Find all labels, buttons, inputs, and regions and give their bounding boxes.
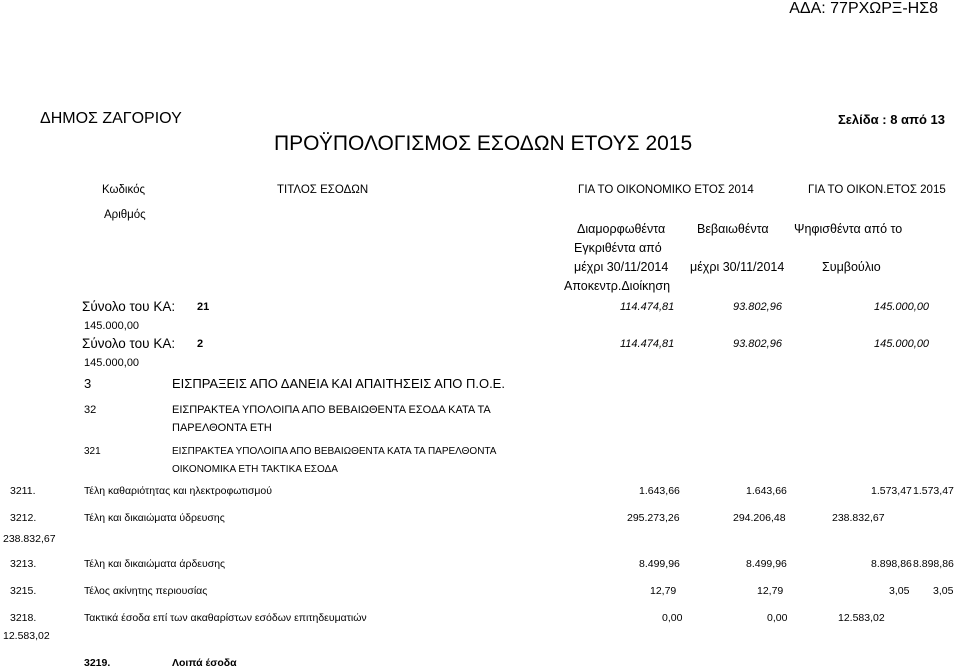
section-code: 3 xyxy=(84,376,92,391)
total-certified: 93.802,96 xyxy=(733,338,782,350)
row-approved: 238.832,67 xyxy=(3,533,56,545)
column-header-voted-by: Ψηφισθέντα από το xyxy=(794,222,903,236)
row-formed: 295.273,26 xyxy=(627,512,680,524)
total-certified: 93.802,96 xyxy=(733,301,782,313)
total-voted: 145.000,00 xyxy=(874,338,930,350)
row-certified: 294.206,48 xyxy=(733,512,786,524)
row-certified: 12,79 xyxy=(757,585,784,597)
subsubsection-title: ΕΙΣΠΡΑΚΤΕΑ ΥΠΟΛΟΙΠΑ ΑΠΟ ΒΕΒΑΙΩΘΕΝΤΑ ΚΑΤΑ ΤΑ ΠΑΡΕΛΘΟΝΤΑ xyxy=(172,446,497,457)
row-voted: 12.583,02 xyxy=(838,612,885,624)
total-formed: 114.474,81 xyxy=(620,338,675,350)
row-certified: 8.499,96 xyxy=(746,558,787,570)
row-certified: 1.643,66 xyxy=(746,485,787,497)
subsection-title-cont: ΠΑΡΕΛΘΟΝΤΑ ΕΤΗ xyxy=(172,422,272,434)
column-header-certified-until: μέχρι 30/11/2014 xyxy=(690,260,785,274)
row-title: Λοιπά έσοδα xyxy=(172,657,237,669)
column-header-fy2014: ΓΙΑ ΤΟ ΟΙΚΟΝΟΜΙΚΟ ΕΤΟΣ 2014 xyxy=(578,184,754,196)
row-code: 3215. xyxy=(10,585,37,597)
row-code: 3218. xyxy=(10,612,37,624)
column-header-formed: Διαμορφωθέντα xyxy=(577,222,666,236)
row-voted: 3,05 xyxy=(889,585,910,597)
total-label: Σύνολο του ΚΑ: xyxy=(82,336,176,351)
row-title: Τέλη και δικαιώματα άρδευσης xyxy=(84,558,226,570)
page-number: Σελίδα : 8 από 13 xyxy=(837,112,945,127)
column-header-number: Αριθμός xyxy=(104,209,146,221)
total-label: Σύνολο του ΚΑ: xyxy=(82,299,176,314)
total-formed: 114.474,81 xyxy=(620,301,675,313)
row-formed: 0,00 xyxy=(662,612,683,624)
row-approved: 1.573,47 xyxy=(913,485,954,497)
section-title: ΕΙΣΠΡΑΞΕΙΣ ΑΠΟ ΔΑΝΕΙΑ ΚΑΙ ΑΠΑΙΤΗΣΕΙΣ ΑΠΟ Π.Ο.Ε. xyxy=(172,376,505,391)
ada-code: ΑΔΑ: 77ΡΧΩΡΞ-ΗΣ8 xyxy=(789,0,938,17)
subsubsection-title-cont: ΟΙΚΟΝΟΜΙΚΑ ΕΤΗ ΤΑΚΤΙΚΑ ΕΣΟΔΑ xyxy=(172,464,338,475)
row-approved: 3,05 xyxy=(933,585,954,597)
subsubsection-code: 321 xyxy=(84,446,101,457)
subsection-code: 32 xyxy=(84,404,97,416)
subsection-title: ΕΙΣΠΡΑΚΤΕΑ ΥΠΟΛΟΙΠΑ ΑΠΟ ΒΕΒΑΙΩΘΕΝΤΑ ΕΣΟΔΑ ΚΑΤΑ ΤΑ xyxy=(172,404,491,416)
total-voted: 145.000,00 xyxy=(874,301,930,313)
column-header-council: Συμβούλιο xyxy=(822,260,881,274)
column-header-decentralized-admin: Αποκεντρ.Διοίκηση xyxy=(564,279,671,293)
column-header-code: Κωδικός xyxy=(102,184,146,196)
row-code: 3213. xyxy=(10,558,37,570)
total-approved: 145.000,00 xyxy=(84,357,140,369)
row-formed: 1.643,66 xyxy=(639,485,680,497)
row-title: Τέλη και δικαιώματα ύδρευσης xyxy=(84,512,225,524)
row-voted: 238.832,67 xyxy=(832,512,885,524)
column-header-until-date: μέχρι 30/11/2014 xyxy=(574,260,669,274)
row-voted: 8.898,86 xyxy=(871,558,912,570)
row-approved: 12.583,02 xyxy=(3,630,50,642)
document-title: ΠΡΟΫΠΟΛΟΓΙΣΜΟΣ ΕΣΟΔΩΝ ΕΤΟΥΣ 2015 xyxy=(274,132,693,155)
total-code: 2 xyxy=(197,338,204,350)
column-header-approved-by: Εγκριθέντα από xyxy=(574,241,662,255)
row-certified: 0,00 xyxy=(767,612,788,624)
column-header-certified: Βεβαιωθέντα xyxy=(697,222,769,236)
row-code: 3219. xyxy=(84,657,111,669)
total-approved: 145.000,00 xyxy=(84,320,140,332)
column-header-title: ΤΙΤΛΟΣ ΕΣΟΔΩΝ xyxy=(277,184,369,196)
total-code: 21 xyxy=(197,301,210,313)
row-formed: 8.499,96 xyxy=(639,558,680,570)
organization-name: ΔΗΜΟΣ ΖΑΓΟΡΙΟΥ xyxy=(40,110,182,127)
row-code: 3212. xyxy=(10,512,37,524)
row-title: Τέλος ακίνητης περιουσίας xyxy=(84,585,208,597)
row-code: 3211. xyxy=(10,485,36,497)
row-title: Τακτικά έσοδα επί των ακαθαρίστων εσόδων επιτηδευματιών xyxy=(84,612,367,624)
row-approved: 8.898,86 xyxy=(913,558,954,570)
row-formed: 12,79 xyxy=(650,585,677,597)
row-title: Τέλη καθαριότητας και ηλεκτροφωτισμού xyxy=(84,485,272,497)
column-header-fy2015: ΓΙΑ ΤΟ ΟΙΚΟΝ.ΕΤΟΣ 2015 xyxy=(808,184,946,196)
row-voted: 1.573,47 xyxy=(871,485,912,497)
